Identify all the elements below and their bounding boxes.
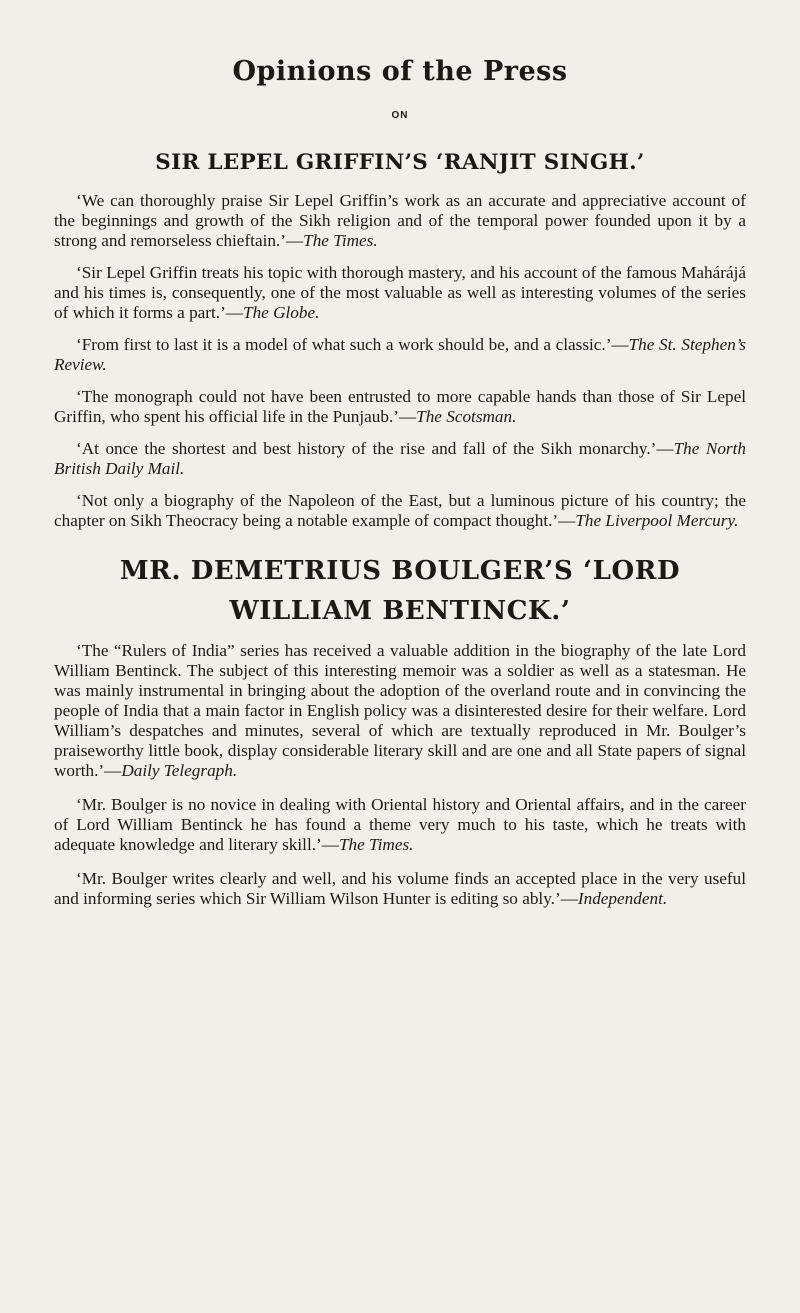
quote-text: ‘Sir Lepel Griffin treats his topic with thorough mastery, and his account of the famous Mahárájá and his times is, consequently, one of the most valuable as well as interesting volumes of the series of which it forms a part.’—: [54, 263, 746, 322]
section-heading-lord-william-bentinck: MR. DEMETRIUS BOULGER’S ‘LORD WILLIAM BENTINCK.’: [119, 556, 681, 626]
quote-source: The Scotsman.: [416, 407, 517, 426]
quote-source: The Times.: [338, 835, 414, 854]
quote-text: ‘From first to last it is a model of what such a work should be, and a classic.’—: [76, 335, 629, 354]
quote-source: Daily Telegraph.: [121, 761, 238, 780]
quote-source: The St. Stephen’s Review.: [54, 335, 746, 374]
section-ranjit-singh-quotes: [54, 191, 746, 531]
quote-source: The Times.: [303, 231, 378, 250]
quote-text: ‘We can thoroughly praise Sir Lepel Griffin’s work as an accurate and appreciative account of the beginnings and growth of the Sikh religion and of the temporal power founded upon it by a strong and remorseless chieftain.’—: [54, 191, 746, 250]
section-bentinck-quotes: [54, 641, 746, 909]
quote-text: ‘Mr. Boulger writes clearly and well, and his volume finds an accepted place in the very useful and informing series which Sir William Wilson Hunter is editing so ably.’—: [54, 869, 746, 908]
quote-text: ‘The “Rulers of India” series has received a valuable addition in the biography of the late Lord William Bentinck. The subject of this interesting memoir was a soldier as well as a statesman. He was mainly instrumental in bringing about the adoption of the overland route and in convincing the people of India that a main factor in English policy was a disinterested desire for their welfare. Lord William’s despatches and minutes, several of which are textually reproduced in Mr. Boulger’s praiseworthy little book, display considerable literary skill and are one and all State papers of signal worth.’—: [54, 641, 746, 780]
press-quote: [54, 491, 746, 531]
press-quote: [54, 387, 746, 427]
quote-text: ‘The monograph could not have been entrusted to more capable hands than those of Sir Lepel Griffin, who spent his official life in the Punjaub.’—: [54, 387, 746, 426]
press-quote: [54, 335, 746, 375]
press-quote: [54, 641, 746, 781]
quote-text: ‘Not only a biography of the Napoleon of the East, but a luminous picture of his country; the chapter on Sikh Theocracy being a notable example of compact thought.’—: [54, 491, 746, 530]
press-quote: [54, 191, 746, 251]
press-quote: [54, 795, 746, 855]
press-quote: [54, 263, 746, 323]
press-quote: [54, 439, 746, 479]
section-heading-ranjit-singh: SIR LEPEL GRIFFIN’S ‘RANJIT SINGH.’: [155, 150, 645, 175]
quote-source: Independent.: [577, 889, 668, 908]
quote-text: ‘Mr. Boulger is no novice in dealing with Oriental history and Oriental affairs, and in the career of Lord William Bentinck he has found a theme very much to his taste, which he treats with adequate knowledge and literary skill.’—: [54, 795, 746, 854]
press-quote: [54, 869, 746, 909]
quote-text: ‘At once the shortest and best history of the rise and fall of the Sikh monarchy.’—: [76, 439, 674, 458]
quote-source: The North British Daily Mail.: [54, 439, 746, 478]
quote-source: The Liverpool Mercury.: [575, 511, 739, 530]
quote-source: The Globe.: [243, 303, 320, 322]
on-label: ON: [391, 110, 409, 121]
page-title: Opinions of the Press: [232, 56, 568, 87]
